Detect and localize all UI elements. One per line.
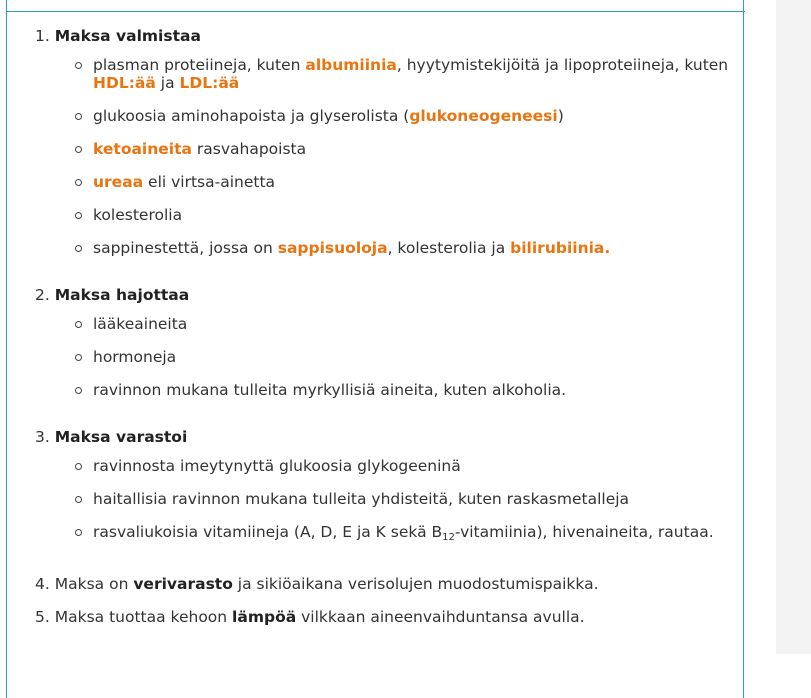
section-heading: Maksa hajottaa <box>54 286 190 304</box>
list-item: plasman proteiineja, kuten albumiinia, hyytymistekijöitä ja lipoproteiineja, kuten HDL:ää ja LDL:ää <box>93 56 729 92</box>
bullet-icon <box>75 179 82 186</box>
highlight-term: HDL:ää <box>93 74 156 92</box>
bullet-icon <box>75 529 82 536</box>
highlight-term: sappisuoloja <box>277 239 388 257</box>
list-item: rasvaliukoisia vitamiineja (A, D, E ja K sekä $B_{12}-vitamiinia$), hivenaineita, rautaa. <box>93 523 714 543</box>
panel-top-border <box>6 11 745 12</box>
page-margin <box>776 0 811 654</box>
list-item: ketoaineita rasvahapoista <box>93 140 307 158</box>
list-item-4: 4. Maksa on verivarasto ja sikiöaikana verisolujen muodostumispaikka. <box>35 575 599 593</box>
bullet-icon <box>75 354 82 361</box>
subscript: 12 <box>442 532 455 543</box>
bullet-icon <box>75 245 82 252</box>
bold-term: lämpöä <box>232 608 297 626</box>
bullet-icon <box>75 496 82 503</box>
highlight-term: ketoaineita <box>93 140 192 158</box>
bold-term: verivarasto <box>133 575 233 593</box>
list-item-5: 5. Maksa tuottaa kehoon lämpöä vilkkaan aineenvaihduntansa avulla. <box>35 608 585 626</box>
bullet-icon <box>75 146 82 153</box>
bullet-icon <box>75 212 82 219</box>
list-item: glukoosia aminohapoista ja glyserolista (glukoneogeneesi) <box>93 107 564 125</box>
list-item: haitallisia ravinnon mukana tulleita yhdisteitä, kuten raskasmetalleja <box>93 490 630 508</box>
list-item: sappinestettä, jossa on sappisuoloja, kolesterolia ja bilirubiinia. <box>93 239 611 257</box>
bullet-icon <box>75 463 82 470</box>
highlight-term: albumiinia <box>305 56 397 74</box>
list-item: ureaa eli virtsa-ainetta <box>93 173 276 191</box>
highlight-term: ureaa <box>93 173 144 191</box>
section-heading: Maksa varastoi <box>54 428 188 446</box>
list-number: 3. <box>35 428 50 446</box>
highlight-term: glukoneogeneesi <box>409 107 558 125</box>
bullet-icon <box>75 113 82 120</box>
list-item: ravinnon mukana tulleita myrkyllisiä aineita, kuten alkoholia. <box>93 381 567 399</box>
section-heading: Maksa valmistaa <box>54 27 201 45</box>
highlight-term: bilirubiinia. <box>510 239 611 257</box>
list-item: lääkeaineita <box>93 315 188 333</box>
highlight-term: LDL:ää <box>179 74 240 92</box>
list-number: 1. <box>35 27 50 45</box>
list-item-1 <box>35 27 201 45</box>
list-item: kolesterolia <box>93 206 183 224</box>
list-item: ravinnosta imeytynyttä glukoosia glykogeeninä <box>93 457 461 475</box>
bullet-icon <box>75 321 82 328</box>
list-number: 4. <box>35 575 50 593</box>
list-item: hormoneja <box>93 348 177 366</box>
list-item-2 <box>35 286 189 304</box>
bullet-icon <box>75 387 82 394</box>
list-number: 2. <box>35 286 50 304</box>
bullet-icon <box>75 62 82 69</box>
list-number: 5. <box>35 608 50 626</box>
list-item-3 <box>35 428 187 446</box>
